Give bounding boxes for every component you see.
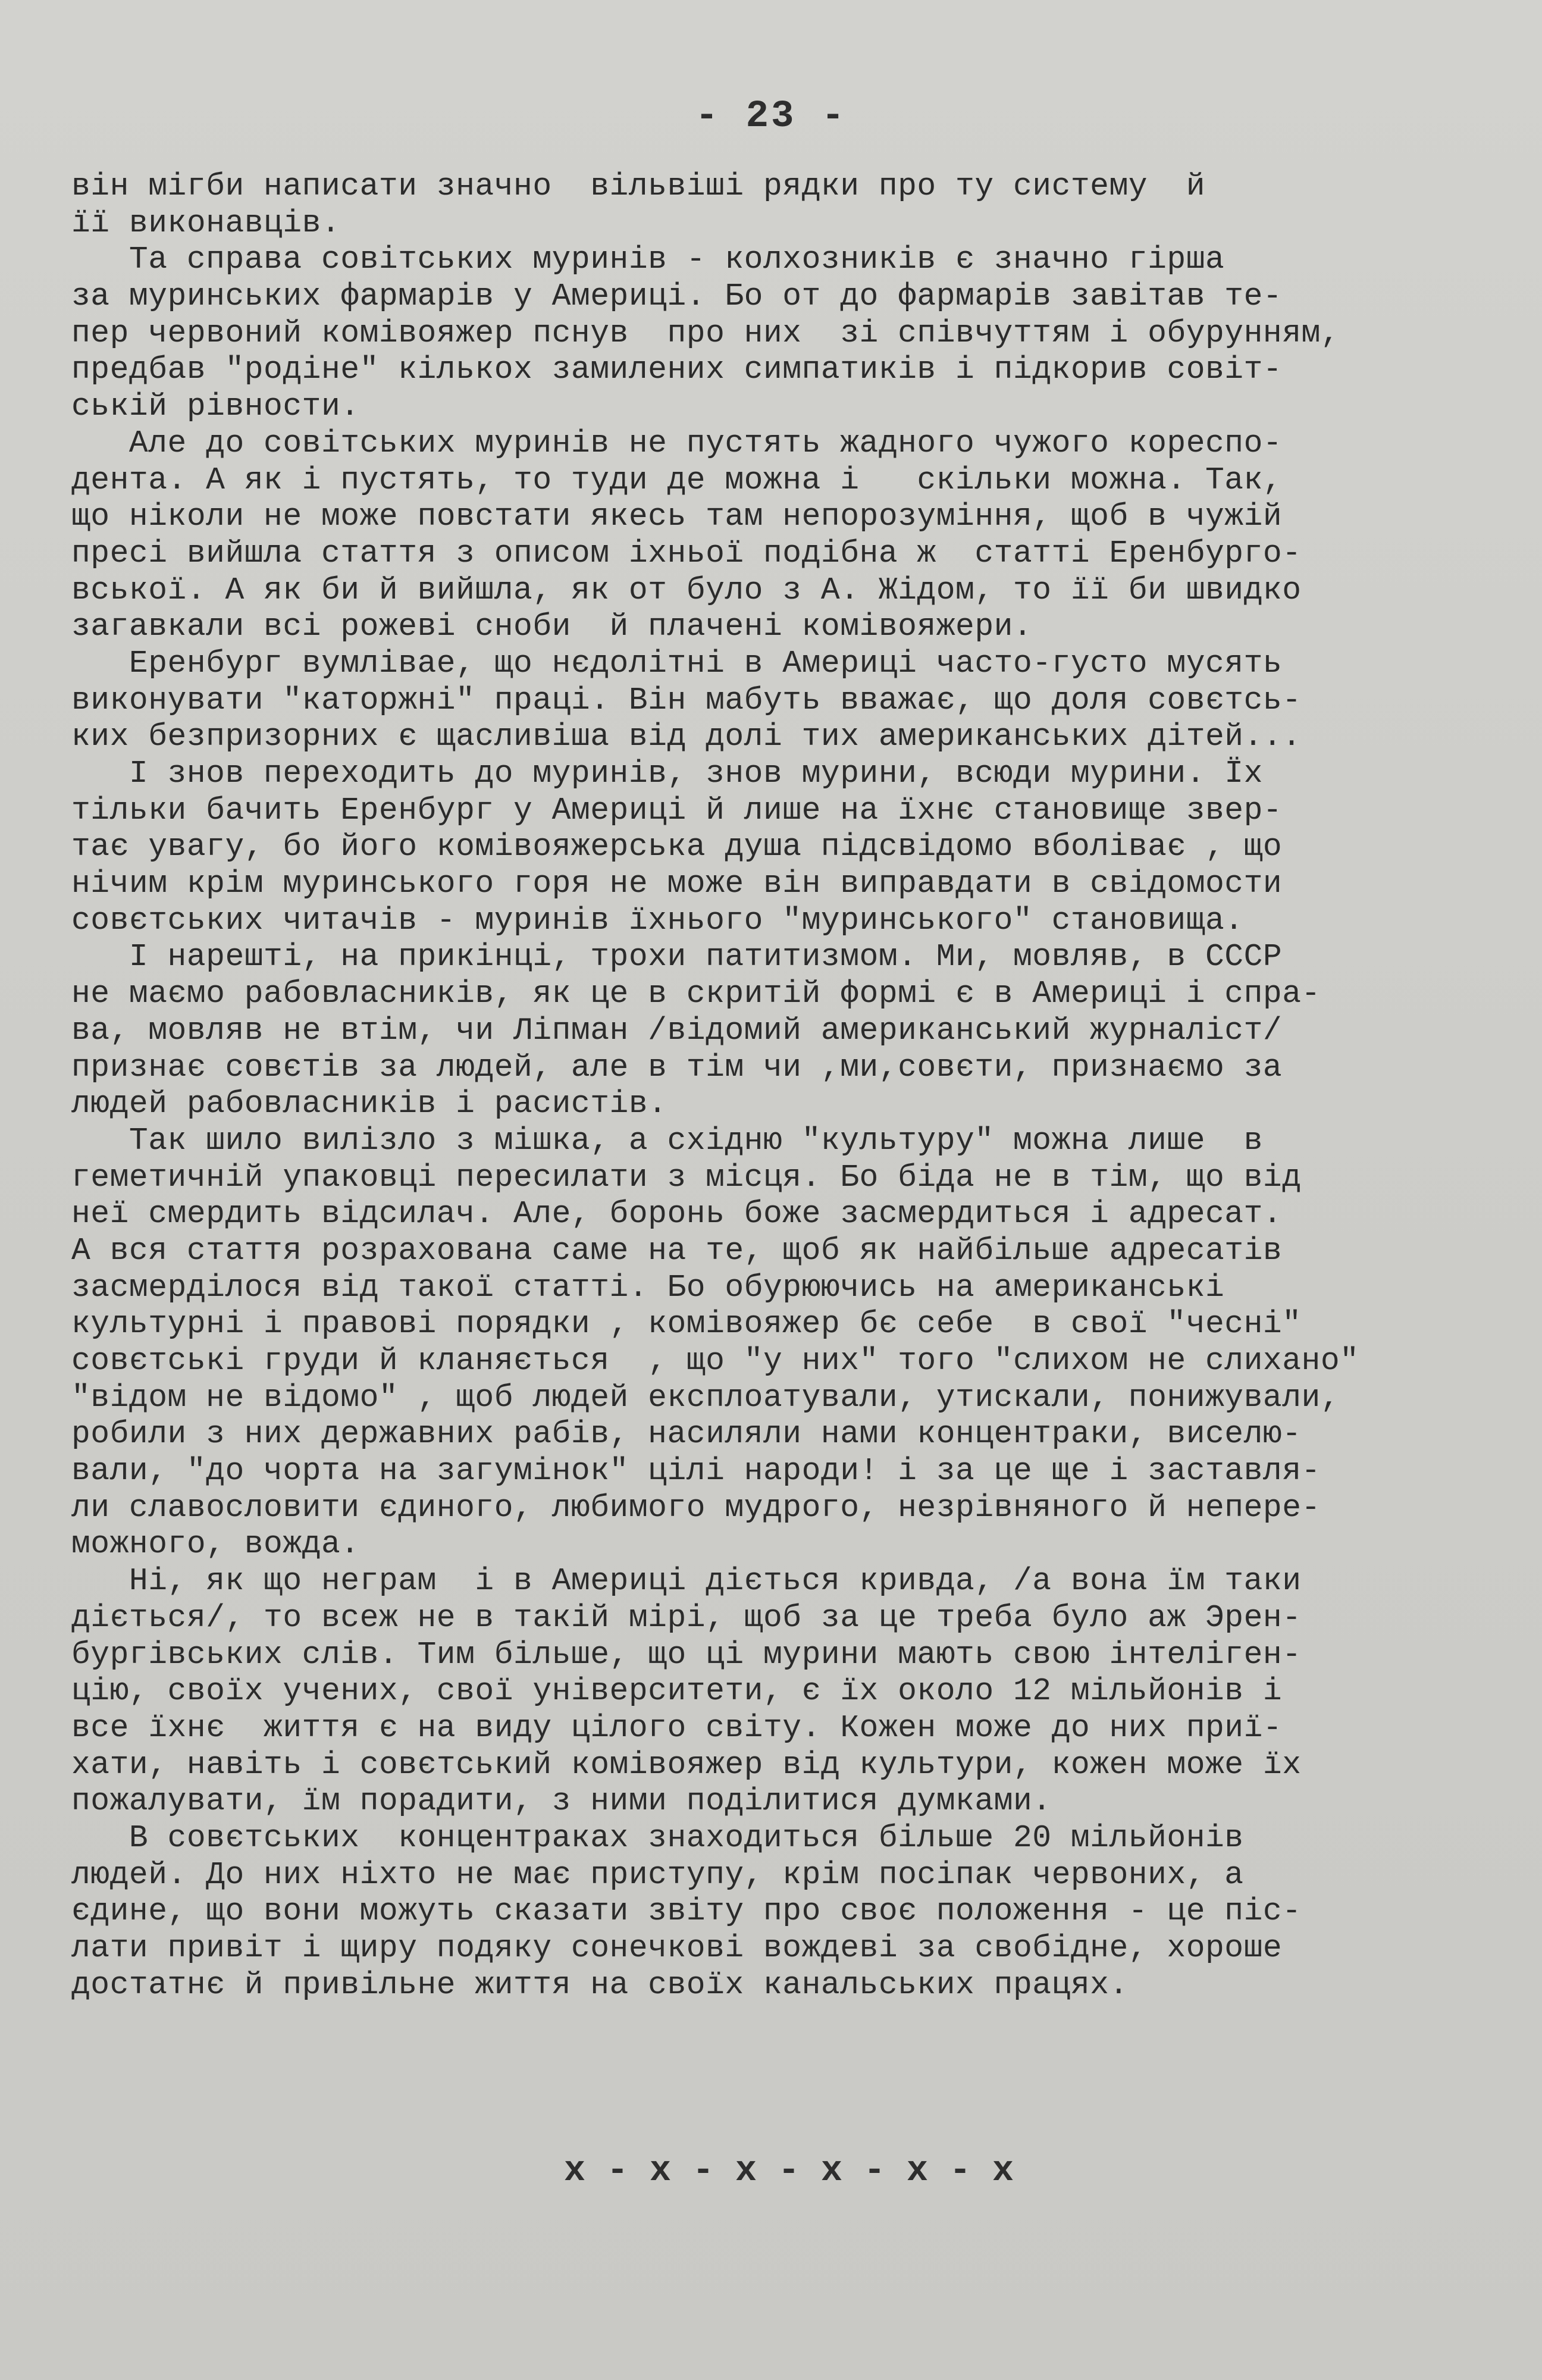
text-line: пожалувати, їм порадити, з ними поділитися думками.: [71, 1783, 1052, 1820]
text-line: тільки бачить Еренбург у Америці й лише на їхнє становище звер-: [71, 792, 1283, 828]
text-line: геметичній упаковці пересилати з місця. Бо біда не в тім, що від: [71, 1159, 1302, 1195]
section-separator: x - x - x - x - x - x: [563, 2151, 1014, 2191]
text-line: бургівських слів. Тим більше, що ці мурини мають свою інтеліген-: [71, 1636, 1302, 1673]
text-line: людей. До них ніхто не має приступу, крім посіпак червоних, а: [71, 1856, 1244, 1893]
text-line: вської. А як би й вийшла, як от було з А. Жідом, то її би швидко: [71, 572, 1302, 608]
text-line: В совєтських концентраках знаходиться більше 20 мільйонів: [71, 1820, 1244, 1856]
text-line: неї смердить відсилач. Але, боронь боже засмердиться і адресат.: [71, 1196, 1283, 1232]
text-line: робили з них державних рабів, насиляли нами концентраки, виселю-: [71, 1416, 1302, 1452]
text-line: засмерділося від такої статті. Бо обурюючись на американські: [71, 1269, 1225, 1305]
text-line: лати привіт і щиру подяку сонечкові вождеві за свобідне, хороше: [71, 1930, 1283, 1966]
text-line: виконувати "каторжні" праці. Він мабуть вважає, що доля совєтсь-: [71, 682, 1302, 718]
text-line: І знов переходить до муринів, знов мурини, всюди мурини. Їх: [71, 756, 1263, 791]
body-text: [71, 168, 1499, 2003]
text-line: предбав "родіне" кількох замилених симпатиків і підкорив совіт-: [71, 352, 1283, 388]
text-line: А вся стаття розрахована саме на те, щоб як найбільше адресатів: [71, 1232, 1283, 1269]
text-line: можного, вожда.: [71, 1526, 360, 1562]
text-line: Еренбург вумлівае, що нєдолітні в Америці часто-густо мусять: [71, 645, 1283, 681]
text-line: діється/, то всеж не в такій мірі, щоб за це треба було аж Эрен-: [71, 1599, 1302, 1636]
text-line: Але до совітських муринів не пустять жадного чужого кореспо-: [71, 425, 1283, 461]
text-line: за муринських фармарів у Америці. Бо от до фармарів завітав те-: [71, 278, 1283, 315]
text-line: пресі вийшла стаття з описом іхньої подібна ж статті Еренбурго-: [71, 535, 1302, 571]
text-line: не маємо рабовласників, як це в скритій формі є в Америці і спра-: [71, 976, 1321, 1012]
text-line: Ні, як що неграм і в Америці діється кривда, /а вона їм таки: [71, 1563, 1302, 1599]
text-line: її виконавців.: [71, 205, 341, 241]
page-number: - 23 -: [695, 95, 847, 138]
text-line: тає увагу, бо його комівояжерська душа підсвідомо вболіває , що: [71, 829, 1283, 865]
text-line: все їхнє життя є на виду цілого світу. Кожен може до них приї-: [71, 1709, 1283, 1746]
text-line: ли славословити єдиного, любимого мудрого, незрівняного й непере-: [71, 1489, 1321, 1526]
text-line: Так шило вилізло з мішка, а східню "культуру" можна лише в: [71, 1122, 1263, 1158]
text-line: ській рівности.: [71, 389, 360, 425]
text-line: совєтські груди й кланяється , що "у них" того "слихом не слихано": [71, 1343, 1359, 1379]
text-line: признає совєтів за людей, але в тім чи ,ми,совєти, признаємо за: [71, 1049, 1283, 1085]
text-line: ва, мовляв не втім, чи Ліпман /відомий американський журналіст/: [71, 1012, 1283, 1048]
text-line: дента. А як і пустять, то туди де можна і скільки можна. Так,: [71, 462, 1283, 498]
text-line: нічим крім муринського горя не може він виправдати в свідомости: [71, 866, 1283, 902]
text-line: що ніколи не може повстати якесь там непорозуміння, щоб в чужій: [71, 499, 1283, 535]
text-line: І нарешті, на прикінці, трохи патитизмом. Ми, мовляв, в СССР: [71, 939, 1283, 975]
text-line: цію, своїх учених, свої університети, є їх около 12 мільйонів і: [71, 1673, 1283, 1709]
text-line: людей рабовласників і расистів.: [71, 1086, 667, 1122]
text-line: "відом не відомо" , щоб людей експлоатували, утискали, понижували,: [71, 1379, 1340, 1416]
text-line: совєтських читачів - муринів їхнього "муринського" становища.: [71, 902, 1244, 938]
text-line: загавкали всі рожеві сноби й плачені комівояжери.: [71, 609, 1033, 645]
text-line: єдине, що вони можуть сказати звіту про своє положення - це піс-: [71, 1893, 1302, 1930]
text-line: достатнє й привільне життя на своїх канальських працях.: [71, 1966, 1129, 2003]
text-line: культурні і правові порядки , комівояжер бє себе в свої "чесні": [71, 1306, 1302, 1342]
text-line: ких безпризорних є щасливіша від долі тих американських дітей...: [71, 719, 1302, 755]
text-line: пер червоний комівояжер пснув про них зі співчуттям і обурунням,: [71, 315, 1340, 351]
text-line: Та справа совітських муринів - колхозників є значно гірша: [71, 242, 1225, 278]
text-line: вали, "до чорта на загумінок" цілі народи! і за це ще і заставля-: [71, 1453, 1321, 1489]
text-line: хати, навіть і совєтський комівояжер від культури, кожен може їх: [71, 1746, 1302, 1783]
text-line: він мігби написати значно вільвіші рядки про ту систему й: [71, 168, 1206, 204]
